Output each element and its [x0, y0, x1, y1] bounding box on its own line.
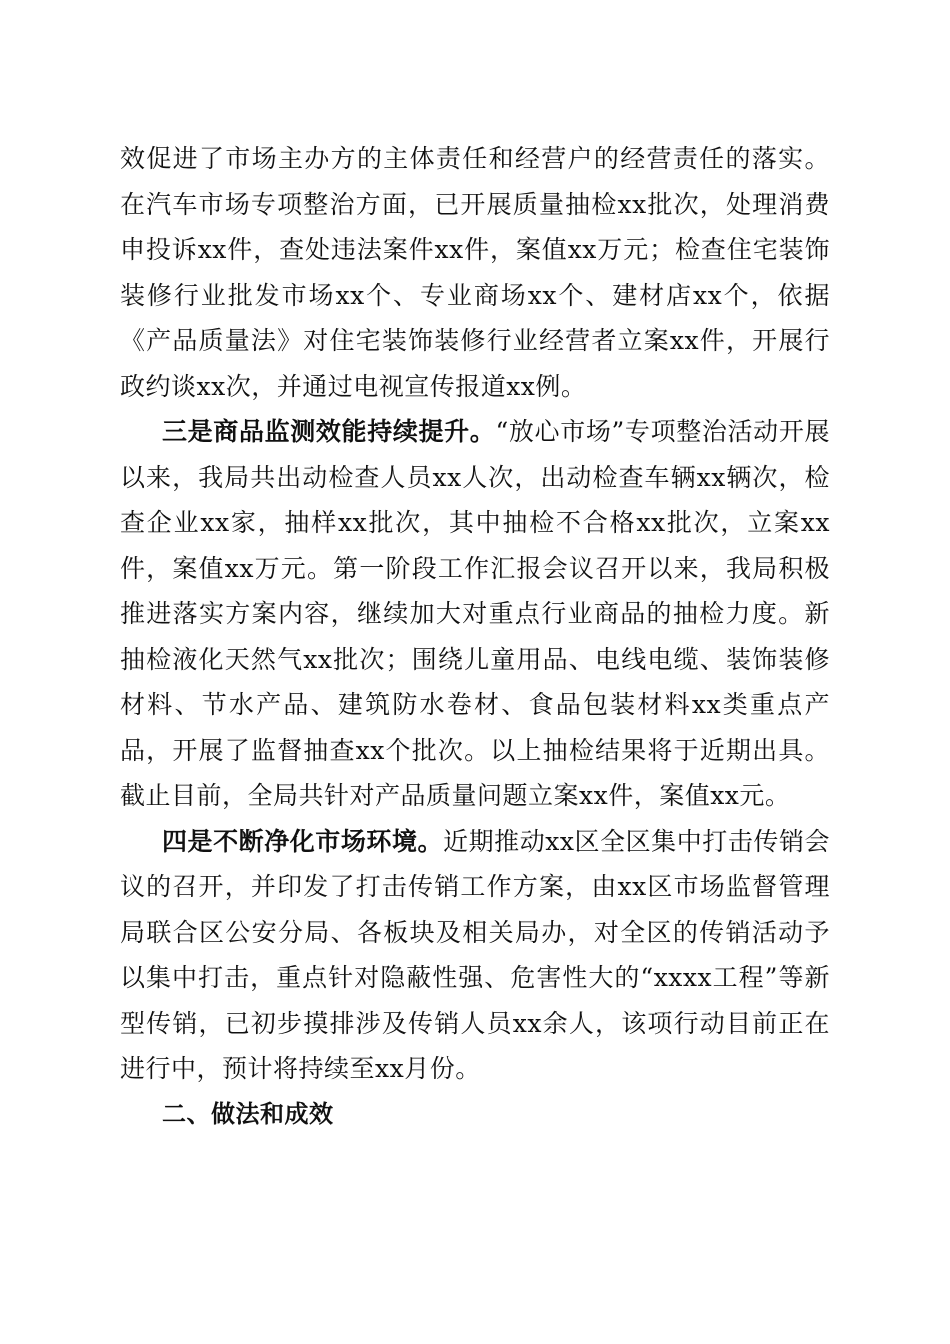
- paragraph-body-3: “放心市场”专项整治活动开展以来，我局共出动检查人员xx人次，出动检查车辆xx辆次，检查企业xx家，抽样xx批次，其中抽检不合格xx批次，立案xx件，案值xx万元。第一阶段工作汇报会议召开以来，我局积极推进落实方案内容，继续加大对重点行业商品的抽检力度。新抽检液化天然气xx批次；围绕儿童用品、电线电缆、装饰装修材料、节水产品、建筑防水卷材、食品包装材料xx类重点产品，开展了监督抽查xx个批次。以上抽检结果将于近期出具。截止目前，全局共针对产品质量问题立案xx件，案值xx元。: [120, 417, 830, 810]
- section-heading: 二、做法和成效: [162, 1099, 334, 1128]
- paragraph-lead-3: 三是商品监测效能持续提升。: [162, 417, 496, 446]
- paragraph-body-4: 近期推动xx区全区集中打击传销会议的召开，并印发了打击传销工作方案，由xx区市场监督管理局联合区公安分局、各板块及相关局办，对全区的传销活动予以集中打击，重点针对隐蔽性强、危害性大的“xxxx工程”等新型传销，已初步摸排涉及传销人员xx余人，该项行动目前正在进行中，预计将持续至xx月份。: [120, 826, 830, 1083]
- paragraph-continuation: 效促进了市场主办方的主体责任和经营户的经营责任的落实。在汽车市场专项整治方面，已开展质量抽检xx批次，处理消费申投诉xx件，查处违法案件xx件，案值xx万元；检查住宅装饰装修行业批发市场xx个、专业商场xx个、建材店xx个，依据《产品质量法》对住宅装饰装修行业经营者立案xx件，开展行政约谈xx次，并通过电视宣传报道xx例。: [120, 144, 830, 401]
- paragraph-market-environment: [120, 819, 830, 1092]
- paragraph-lead-4: 四是不断净化市场环境。: [162, 826, 444, 856]
- paragraph-commodity-monitoring: [120, 409, 830, 819]
- document-body: [120, 136, 830, 1137]
